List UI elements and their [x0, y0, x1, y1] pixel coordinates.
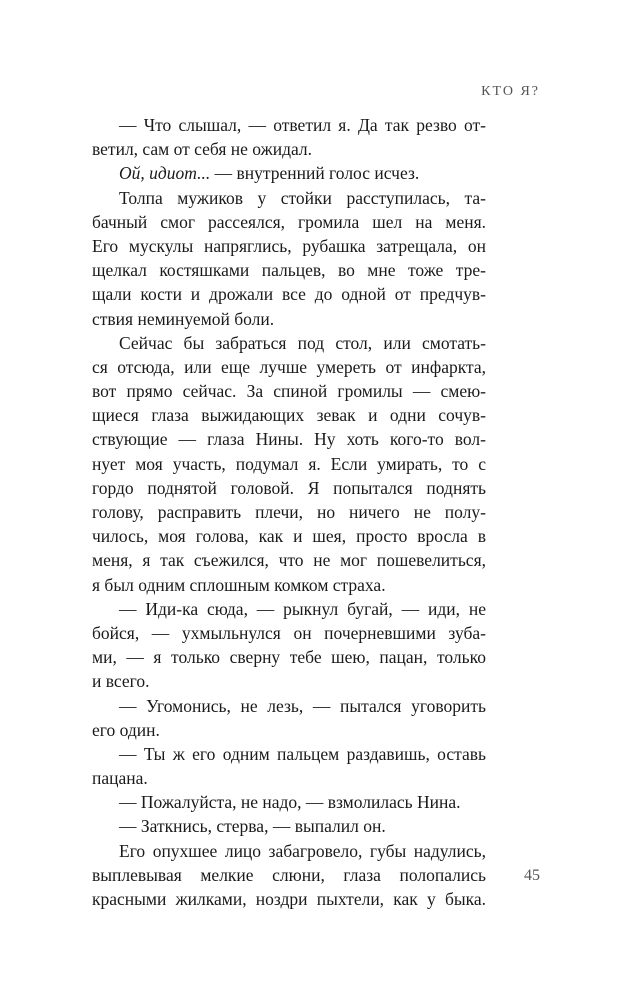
text-line	[92, 161, 486, 185]
text-line: пацана.	[92, 768, 148, 789]
text-line: ветил, сам от себя не ожидал.	[92, 139, 313, 160]
text-line: Толпа мужиков у стойки расступилась, та-	[119, 187, 486, 208]
text-line: — Пожалуйста, не надо, — взмолилась Нина.	[119, 792, 461, 813]
text-line: и всего.	[92, 671, 150, 692]
text-line: щиеся глаза выжидающих зевак и одни сочув-	[92, 405, 486, 426]
text-line: вот прямо сейчас. За спиной громилы — смею-	[92, 381, 486, 402]
text-line: ся отсюда, или еще лучше умереть от инфаркта,	[92, 356, 486, 377]
text-line: чилось, моя голова, как и шея, просто вросла в	[92, 526, 486, 547]
text-line: Сейчас бы забраться под стол, или смотать-	[119, 332, 486, 353]
text-line: — Что слышал, — ответил я. Да так резво от-	[119, 115, 486, 135]
text-line: бойся, — ухмыльнулся он почерневшими зуба-	[92, 622, 486, 643]
text-line: голову, расправить плечи, но ничего не полу-	[92, 502, 486, 522]
text-line: ствующие — глаза Нины. Ну хоть кого-то вол-	[92, 429, 486, 450]
text-line: меня, я так съежился, что не мог пошевелиться,	[92, 550, 486, 571]
text-line: ствия неминуемой боли.	[92, 308, 275, 329]
text-line: — Ты ж его одним пальцем раздавишь, оставь	[119, 743, 486, 764]
text-line: Его мускулы напряглись, рубашка затрещала, он	[92, 235, 486, 256]
text-line: — Иди-ка сюда, — рыкнул бугай, — иди, не	[119, 598, 486, 619]
text-line: — Заткнись, стерва, — выпалил он.	[119, 816, 386, 837]
italic-phrase: Ой, идиот...	[119, 163, 211, 184]
running-title: КТО Я?	[481, 84, 540, 99]
text-line: ми, — я только сверну тебе шею, пацан, только	[92, 647, 486, 668]
page-number: 45	[524, 867, 540, 884]
text-line: красными жилками, ноздри пыхтели, как у быка.	[92, 889, 486, 909]
body-text	[92, 113, 486, 911]
text-line: выплевывая мелкие слюни, глаза полопались	[92, 864, 486, 885]
text-line: щали кости и дрожали все до одной от предчув-	[92, 284, 486, 305]
text-line: нует моя участь, подумал я. Если умирать, то с	[92, 453, 486, 474]
text-line: я был одним сплошным комком страха.	[92, 574, 386, 595]
text-line-rest: — внутренний голос исчез.	[210, 163, 420, 184]
text-line: — Угомонись, не лезь, — пытался уговорить	[119, 695, 486, 716]
text-line: Его опухшее лицо забагровело, губы надулись,	[119, 840, 486, 861]
text-line: его один.	[92, 719, 160, 740]
text-line: гордо поднятой головой. Я попытался поднять	[92, 477, 486, 498]
text-line: щелкал костяшками пальцев, во мне тоже тре-	[92, 260, 486, 281]
text-line: бачный смог рассеялся, громила шел на меня.	[92, 211, 486, 232]
